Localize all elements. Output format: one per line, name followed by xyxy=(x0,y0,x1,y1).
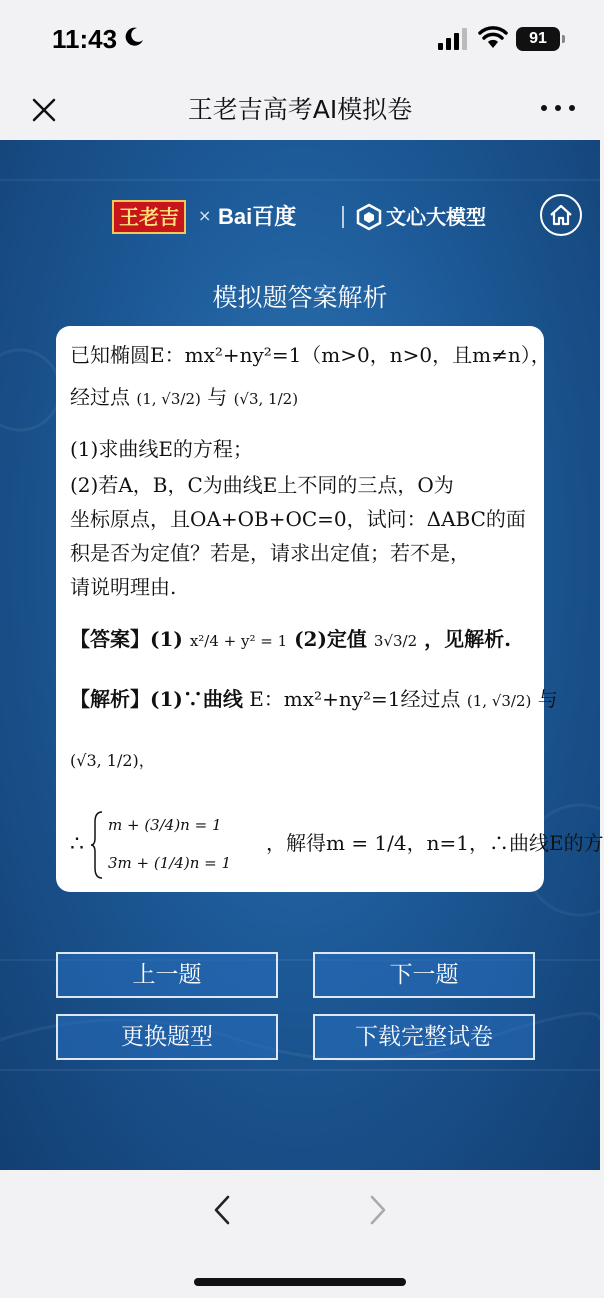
question-line xyxy=(70,380,298,416)
wifi-icon xyxy=(478,26,508,50)
question-line: 积是否为定值？若是，请求出定值；若不是， xyxy=(70,541,470,565)
more-icon[interactable] xyxy=(538,98,578,118)
answer-equation: x²/4 + y² = 1 xyxy=(189,632,288,650)
home-icon xyxy=(542,196,580,234)
question-text: 与 xyxy=(207,385,228,409)
system-equation-1: m + (3/4)n = 1 xyxy=(108,816,222,834)
question-line: 坐标原点，且OA+OB+OC=0，试问：ΔABC的面 xyxy=(70,507,526,531)
moon-icon xyxy=(122,25,146,49)
download-paper-button[interactable]: 下载完整试卷 xyxy=(313,1014,535,1060)
question-text: 经过点 xyxy=(70,385,130,409)
status-time: 11:43 xyxy=(52,24,118,54)
baidu-logo: Bai百度 xyxy=(218,204,297,229)
question-line: 已知椭圆E：mx²+ny²=1（m>0，n>0，且m≠n）， xyxy=(70,343,551,367)
main-board xyxy=(0,140,604,1170)
home-button[interactable] xyxy=(540,194,582,236)
question-line: (1)求曲线E的方程； xyxy=(70,437,253,461)
forward-arrow-icon[interactable] xyxy=(366,1194,390,1226)
brand-divider xyxy=(342,206,344,228)
close-icon[interactable] xyxy=(28,94,60,126)
wanglaoji-logo: 王老吉 xyxy=(112,200,186,234)
question-line: 请说明理由. xyxy=(70,575,177,599)
question-point: (1, √3/2) xyxy=(136,390,201,408)
therefore-symbol: ∴ xyxy=(70,832,84,857)
analysis-label: 【解析】(1)∵曲线 xyxy=(70,687,243,711)
home-indicator xyxy=(194,1278,406,1286)
bottom-toolbar xyxy=(0,1170,600,1298)
analysis-point-2: (√3, 1/2)， xyxy=(70,751,155,770)
system-equation-2: 3m + (1/4)n = 1 xyxy=(108,854,232,872)
answer-value: 3√3/2 xyxy=(373,632,418,650)
change-type-button[interactable]: 更换题型 xyxy=(56,1014,278,1060)
question-point: (√3, 1/2) xyxy=(233,390,299,408)
question-card xyxy=(56,326,604,892)
analysis-and: 与 xyxy=(537,687,558,711)
analysis-point: (1, √3/2) xyxy=(466,692,532,710)
back-arrow-icon[interactable] xyxy=(210,1194,234,1226)
status-bar xyxy=(0,0,600,80)
analysis-text: E：mx²+ny²=1经过点 xyxy=(249,687,461,711)
wenxin-logo-text: 文心大模型 xyxy=(386,205,486,229)
signal-icon xyxy=(438,28,470,50)
brand-times: × xyxy=(198,206,212,225)
brand-logos xyxy=(112,200,492,236)
prev-question-button[interactable]: 上一题 xyxy=(56,952,278,998)
answer-tail: ，见解析. xyxy=(424,627,512,651)
solve-text: ，解得m = 1/4，n=1，∴曲线E的方 xyxy=(266,831,604,855)
answer-line xyxy=(70,622,511,658)
nav-bar xyxy=(0,80,600,140)
next-question-button[interactable]: 下一题 xyxy=(313,952,535,998)
battery-indicator: 91 xyxy=(516,27,560,51)
answer-label-2: (2)定值 xyxy=(294,627,367,651)
question-line: (2)若A，B，C为曲线E上不同的三点，O为 xyxy=(70,473,454,497)
answer-label: 【答案】(1) xyxy=(70,627,183,651)
section-title: 模拟题答案解析 xyxy=(212,283,388,312)
brace-icon xyxy=(90,810,104,880)
wenxin-icon xyxy=(356,203,382,231)
analysis-line xyxy=(70,682,558,718)
page-title: 王老吉高考AI模拟卷 xyxy=(187,95,413,124)
